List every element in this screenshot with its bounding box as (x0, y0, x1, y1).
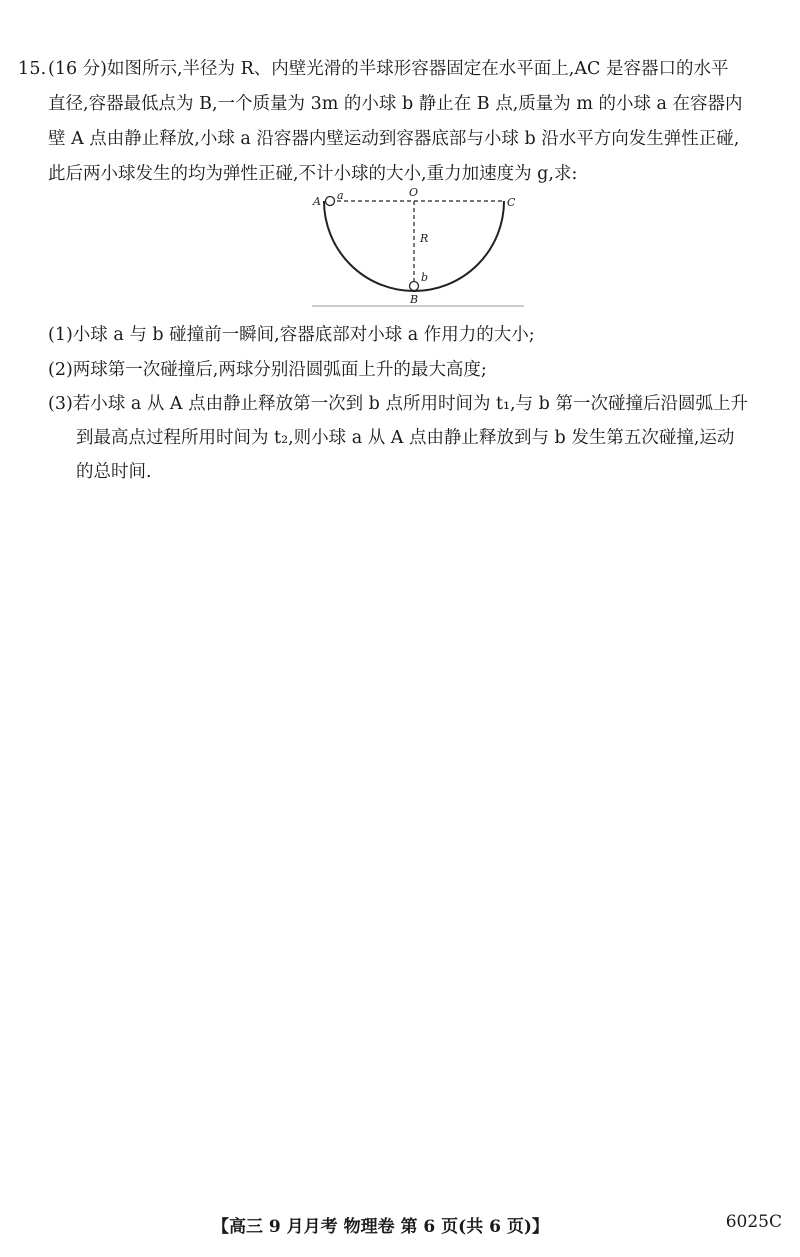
subquestion-3-line-2: 到最高点过程所用时间为 t₂,则小球 a 从 A 点由静止释放到与 b 发生第五次碰撞,运动 (76, 428, 735, 448)
label-ball-a: a (337, 189, 344, 202)
question-line-3: 壁 A 点由静止释放,小球 a 沿容器内壁运动到容器底部与小球 b 沿水平方向发生弹性正碰, (48, 129, 740, 149)
subquestion-3 (48, 387, 788, 489)
label-b-point: B (410, 293, 419, 306)
ball-b (410, 282, 419, 291)
footer-exam-info: 【高三 9 月月考 物理卷 第 6 页(共 6 页)】 (212, 1217, 549, 1237)
hemisphere-svg (308, 185, 528, 310)
hemisphere-diagram (308, 185, 528, 310)
question-stem (48, 52, 786, 192)
question-number-text: 15. (18, 59, 47, 79)
label-r: R (420, 232, 429, 245)
question-line-1: (16 分)如图所示,半径为 R、内壁光滑的半球形容器固定在水平面上,AC 是容器口的水平 (48, 59, 729, 79)
label-o: O (409, 186, 419, 199)
question-line-2: 直径,容器最低点为 B,一个质量为 3m 的小球 b 静止在 B 点,质量为 m 的小球 a 在容器内 (48, 94, 743, 114)
subquestion-3-line-3: 的总时间. (76, 462, 152, 482)
label-c: C (507, 196, 516, 209)
label-a-point: A (313, 195, 321, 208)
question-line-4: 此后两小球发生的均为弹性正碰,不计小球的大小,重力加速度为 g,求: (48, 164, 578, 184)
subquestion-1-line-1: (1)小球 a 与 b 碰撞前一瞬间,容器底部对小球 a 作用力的大小; (48, 325, 535, 345)
label-ball-b: b (421, 271, 429, 284)
subquestion-3-line-1: (3)若小球 a 从 A 点由静止释放第一次到 b 点所用时间为 t₁,与 b 第一次碰撞后沿圆弧上升 (48, 394, 748, 414)
page-footer (0, 1212, 800, 1242)
subquestion-2 (48, 353, 788, 387)
subquestion-2-line-1: (2)两球第一次碰撞后,两球分别沿圆弧面上升的最大高度; (48, 360, 487, 380)
subquestion-1 (48, 318, 788, 352)
footer-code: 6025C (725, 1212, 782, 1232)
ball-a (326, 197, 335, 206)
